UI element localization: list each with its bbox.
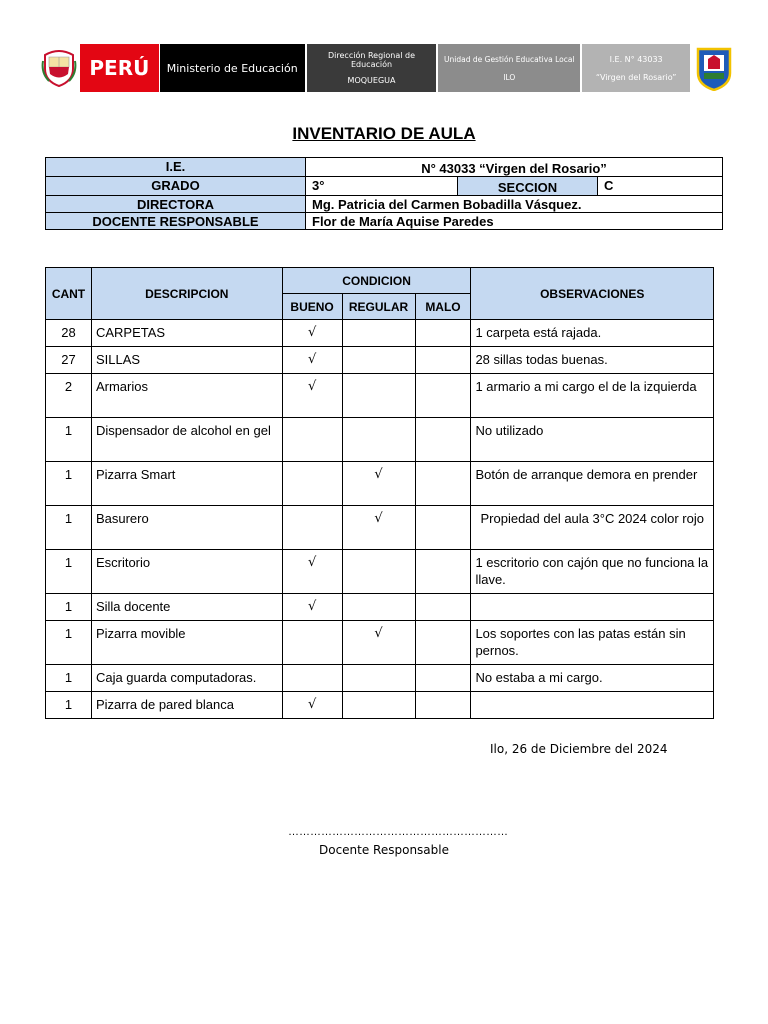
cell-descripcion: Escritorio bbox=[91, 550, 282, 594]
cell-bueno bbox=[282, 506, 342, 550]
cell-cant: 1 bbox=[46, 550, 92, 594]
cell-cant: 1 bbox=[46, 462, 92, 506]
cell-cant: 1 bbox=[46, 621, 92, 665]
cell-cant: 1 bbox=[46, 418, 92, 462]
grado-label: GRADO bbox=[46, 177, 306, 196]
cell-bueno: √ bbox=[282, 550, 342, 594]
header-observaciones: OBSERVACIONES bbox=[471, 268, 714, 320]
table-row bbox=[46, 550, 714, 594]
directora-label: DIRECTORA bbox=[46, 196, 306, 213]
inventory-table bbox=[45, 267, 714, 719]
header-malo: MALO bbox=[415, 294, 471, 320]
place-date: Ilo, 26 de Diciembre del 2024 bbox=[490, 742, 668, 756]
header-banner bbox=[38, 44, 734, 92]
cell-bueno: √ bbox=[282, 594, 342, 621]
cell-regular bbox=[342, 665, 415, 692]
cell-observaciones: 1 armario a mi cargo el de la izquierda bbox=[471, 374, 714, 418]
signature-line: …………………………………………………… bbox=[288, 826, 508, 838]
ugel-box bbox=[438, 44, 580, 92]
cell-observaciones bbox=[471, 594, 714, 621]
cell-regular bbox=[342, 594, 415, 621]
cell-bueno: √ bbox=[282, 320, 342, 347]
cell-cant: 2 bbox=[46, 374, 92, 418]
cell-regular bbox=[342, 347, 415, 374]
cell-malo bbox=[415, 692, 471, 719]
ie-name: “Virgen del Rosario” bbox=[595, 72, 677, 82]
cell-regular bbox=[342, 320, 415, 347]
cell-observaciones: No utilizado bbox=[471, 418, 714, 462]
cell-cant: 1 bbox=[46, 692, 92, 719]
cell-malo bbox=[415, 665, 471, 692]
dre-title: Dirección Regional de Educación bbox=[328, 50, 416, 70]
cell-descripcion: Silla docente bbox=[91, 594, 282, 621]
cell-regular bbox=[342, 418, 415, 462]
cell-cant: 1 bbox=[46, 594, 92, 621]
cell-descripcion: Caja guarda computadoras. bbox=[91, 665, 282, 692]
cell-regular bbox=[342, 374, 415, 418]
table-row bbox=[46, 665, 714, 692]
cell-malo bbox=[415, 550, 471, 594]
header-cant: CANT bbox=[46, 268, 92, 320]
seccion-label: SECCION bbox=[458, 177, 598, 196]
document-title: INVENTARIO DE AULA bbox=[292, 124, 476, 143]
cell-cant: 28 bbox=[46, 320, 92, 347]
peru-label: PERÚ bbox=[80, 44, 159, 92]
cell-bueno bbox=[282, 621, 342, 665]
docente-value: Flor de María Aquise Paredes bbox=[306, 213, 723, 230]
info-table bbox=[45, 157, 723, 230]
table-row bbox=[46, 594, 714, 621]
cell-bueno bbox=[282, 462, 342, 506]
cell-regular: √ bbox=[342, 506, 415, 550]
cell-regular: √ bbox=[342, 621, 415, 665]
cell-malo bbox=[415, 418, 471, 462]
cell-observaciones: 1 escritorio con cajón que no funciona la llave. bbox=[471, 550, 714, 594]
cell-bueno: √ bbox=[282, 374, 342, 418]
ie-box bbox=[582, 44, 690, 92]
table-row bbox=[46, 692, 714, 719]
table-row bbox=[46, 462, 714, 506]
dre-box bbox=[307, 44, 437, 92]
grado-value: 3° bbox=[306, 177, 458, 196]
ministry-label: Ministerio de Educación bbox=[159, 44, 305, 92]
cell-bueno bbox=[282, 418, 342, 462]
cell-observaciones: 1 carpeta está rajada. bbox=[471, 320, 714, 347]
cell-descripcion: Pizarra movible bbox=[91, 621, 282, 665]
cell-descripcion: Dispensador de alcohol en gel bbox=[91, 418, 282, 462]
header-bueno: BUENO bbox=[282, 294, 342, 320]
seccion-value: C bbox=[598, 177, 723, 196]
cell-regular: √ bbox=[342, 462, 415, 506]
cell-malo bbox=[415, 347, 471, 374]
cell-malo bbox=[415, 462, 471, 506]
table-row bbox=[46, 506, 714, 550]
dre-region: MOQUEGUA bbox=[347, 75, 396, 85]
cell-cant: 1 bbox=[46, 506, 92, 550]
cell-observaciones: Los soportes con las patas están sin pernos. bbox=[471, 621, 714, 665]
ie-label: I.E. bbox=[46, 158, 306, 177]
cell-malo bbox=[415, 506, 471, 550]
table-row bbox=[46, 347, 714, 374]
cell-observaciones: 28 sillas todas buenas. bbox=[471, 347, 714, 374]
cell-observaciones: No estaba a mi cargo. bbox=[471, 665, 714, 692]
cell-cant: 27 bbox=[46, 347, 92, 374]
peru-coat-of-arms-icon bbox=[38, 44, 80, 90]
cell-bueno: √ bbox=[282, 347, 342, 374]
cell-descripcion: Pizarra de pared blanca bbox=[91, 692, 282, 719]
cell-descripcion: Basurero bbox=[91, 506, 282, 550]
table-row bbox=[46, 418, 714, 462]
ugel-city: ILO bbox=[503, 72, 516, 82]
school-crest-icon bbox=[694, 44, 734, 92]
cell-descripcion: Armarios bbox=[91, 374, 282, 418]
directora-value: Mg. Patricia del Carmen Bobadilla Vásquez. bbox=[306, 196, 723, 213]
docente-label: DOCENTE RESPONSABLE bbox=[46, 213, 306, 230]
cell-malo bbox=[415, 594, 471, 621]
cell-bueno bbox=[282, 665, 342, 692]
cell-malo bbox=[415, 374, 471, 418]
cell-cant: 1 bbox=[46, 665, 92, 692]
cell-regular bbox=[342, 692, 415, 719]
header-condicion: CONDICION bbox=[282, 268, 471, 294]
cell-observaciones: Propiedad del aula 3°C 2024 color rojo bbox=[471, 506, 714, 550]
cell-observaciones: Botón de arranque demora en prender bbox=[471, 462, 714, 506]
signature-label: Docente Responsable bbox=[318, 843, 449, 857]
ie-number: I.E. N° 43033 bbox=[609, 54, 663, 64]
cell-descripcion: Pizarra Smart bbox=[91, 462, 282, 506]
table-row bbox=[46, 320, 714, 347]
cell-descripcion: CARPETAS bbox=[91, 320, 282, 347]
cell-observaciones bbox=[471, 692, 714, 719]
cell-descripcion: SILLAS bbox=[91, 347, 282, 374]
header-regular: REGULAR bbox=[342, 294, 415, 320]
table-row bbox=[46, 374, 714, 418]
ugel-title: Unidad de Gestión Educativa Local bbox=[444, 54, 575, 64]
header-descripcion: DESCRIPCION bbox=[91, 268, 282, 320]
cell-malo bbox=[415, 621, 471, 665]
ie-value: N° 43033 “Virgen del Rosario” bbox=[306, 158, 723, 177]
table-row bbox=[46, 621, 714, 665]
cell-malo bbox=[415, 320, 471, 347]
cell-bueno: √ bbox=[282, 692, 342, 719]
cell-regular bbox=[342, 550, 415, 594]
inventory-body bbox=[46, 320, 714, 719]
